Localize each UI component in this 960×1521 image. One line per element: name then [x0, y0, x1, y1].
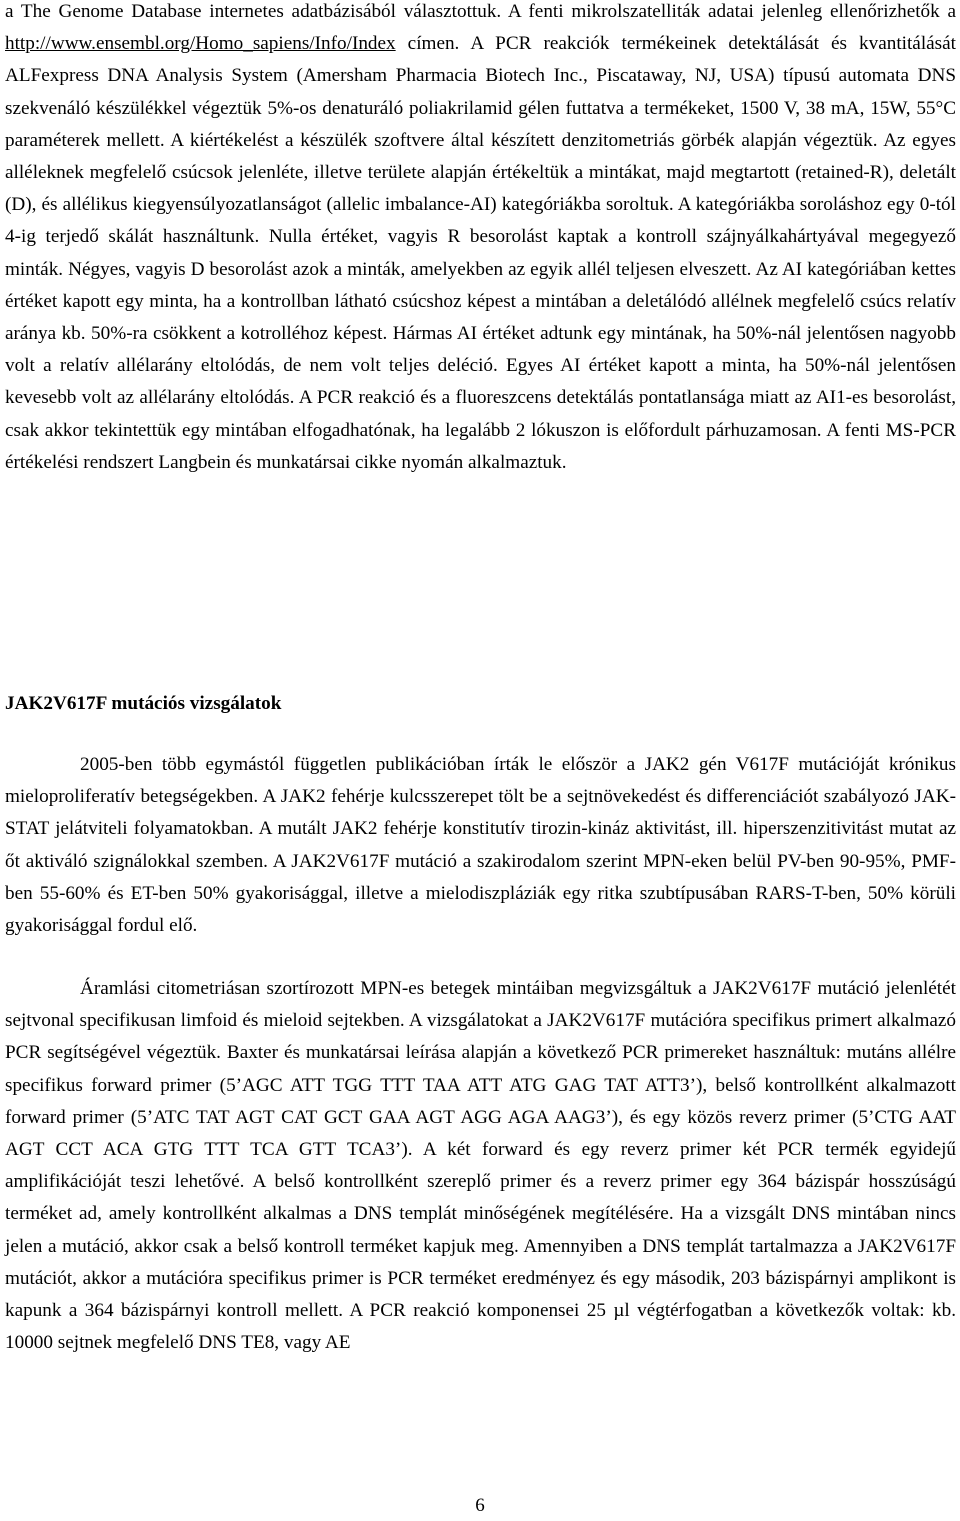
paragraph-text-before-link: a The Genome Database internetes adatbázisából választottuk. A fenti mikrolszatelliták adatai jelenleg ellenőrizhetők a — [5, 1, 956, 22]
methods-paragraph — [5, 0, 956, 479]
ensembl-link[interactable]: http://www.ensembl.org/Homo_sapiens/Info/Index — [5, 33, 396, 55]
page-number: 6 — [475, 1495, 485, 1516]
jak2-methods-paragraph — [5, 973, 956, 1359]
jak2-intro-paragraph — [5, 749, 956, 942]
paragraph-text-after-link: címen. A PCR reakciók termékeinek detektálását és kvantitálását ALFexpress DNA Analysis System (Amersham Pharmacia Biotech Inc., Piscataway, NJ, USA) típusú automata DNS szekvenáló készülékkel végeztük 5%-os denaturáló poliakrilamid gélen futtatva a termékeket, 1500 V, 38 mA, 15W, 55°C paraméterek mellett. A kiértékelést a készülék szoftvere által készített denzitometriás görbék alapján végeztük. Az egyes alléleknek megfelelő csúcsok jelenléte, illetve területe alapján értékeltük a mintákat, majd megtartott (retained-R), deletált (D), és allélikus kiegyensúlyozatlanságot (allelic imbalance-AI) kategóriákba soroltuk. A kategóriákba soroláshoz egy 0-tól 4-ig terjedő skálát használtunk. Nulla értéket, vagyis R besorolást kaptak a kontroll szájnyálkahártyával megegyező minták. Négyes, vagyis D besorolást azok a minták, amelyekben az egyik allél teljesen elveszett. Az AI kategóriában kettes értéket kapott egy minta, ha a kontrollban látható csúcshoz képest a mintában a deletálódó allélnek megfelelő csúcs relatív aránya kb. 50%-ra csökkent a kotrolléhoz képest. Hármas AI értéket adtunk egy mintának, ha 50%-nál jelentősen nagyobb volt a relatív allélarány eltolódás, de nem volt teljes deléció. Egyes AI értéket kapott a minta, ha 50%-nál jelentősen kevesebb volt az allélarány eltolódás. A PCR reakció és a fluoreszcens detektálás pontatlansága miatt az AI1-es besorolást, csak akkor tekintettük egy mintában elfogadhatónak, ha legalább 2 lókuszon is előfordult párhuzamosan. A fenti MS-PCR értékelési rendszert Langbein és munkatársai cikke nyomán alkalmaztuk. — [5, 33, 956, 473]
jak2-intro-text: 2005-ben több egymástól független publikációban írták le először a JAK2 gén V617F mutációját krónikus mieloproliferatív betegségekben. A JAK2 fehérje kulcsszerepet tölt be a sejtnövekedést és differenciációt szabályozó JAK-STAT jelátviteli folyamatokban. A mutált JAK2 fehérje konstitutív tirozin-kináz aktivitást, ill. hiperszenzitivitást mutat az őt aktiváló szignálokkal szemben. A JAK2V617F mutáció a szakirodalom szerint MPN-eken belül PV-ben 90-95%, PMF-ben 55-60% és ET-ben 50% gyakorisággal, illetve a mielodiszpláziák egy ritka szubtípusában RARS-T-ben, 50% körüli gyakorisággal fordul elő. — [5, 754, 956, 937]
section-heading: JAK2V617F mutációs vizsgálatok — [5, 693, 282, 714]
jak2-methods-text: Áramlási citometriásan szortírozott MPN-es betegek mintáiban megvizsgáltuk a JAK2V617F mutáció jelenlétét sejtvonal specifikusan limfoid és mieloid sejtekben. A vizsgálatokat a JAK2V617F mutációra specifikus primert alkalmazó PCR segítségével végeztük. Baxter és munkatársai leírása alapján a következő PCR primereket használtuk: mutáns allélre specifikus forward primer (5’AGC ATT TGG TTT TAA ATT ATG GAG TAT ATT3’), belső kontrollként alkalmazott forward primer (5’ATC TAT AGT CAT GCT GAA AGT AGG AGA AAG3’), és egy közös reverz primer (5’CTG AAT AGT CCT ACA GTG TTT TCA GTT TCA3’). A két forward és egy reverz primer két PCR termék egyidejű amplifikációját teszi lehetővé. A belső kontrollként szereplő primer és a reverz primer egy 364 bázispár hosszúságú terméket ad, amely kontrollként alkalmas a DNS templát minőségének megítélésére. Ha a vizsgált DNS mintában nincs jelen a mutáció, akkor csak a belső kontroll terméket kapjuk meg. Amennyiben a DNS templát tartalmazza a JAK2V617F mutációt, akkor a mutációra specifikus primer is PCR terméket eredményez és egy második, 203 bázispárnyi amplikont is kapunk a 364 bázispárnyi kontroll mellett. A PCR reakció komponensei 25 µl végtérfogatban a következők voltak: kb. 10000 sejtnek megfelelő DNS TE8, vagy AE — [5, 978, 956, 1354]
